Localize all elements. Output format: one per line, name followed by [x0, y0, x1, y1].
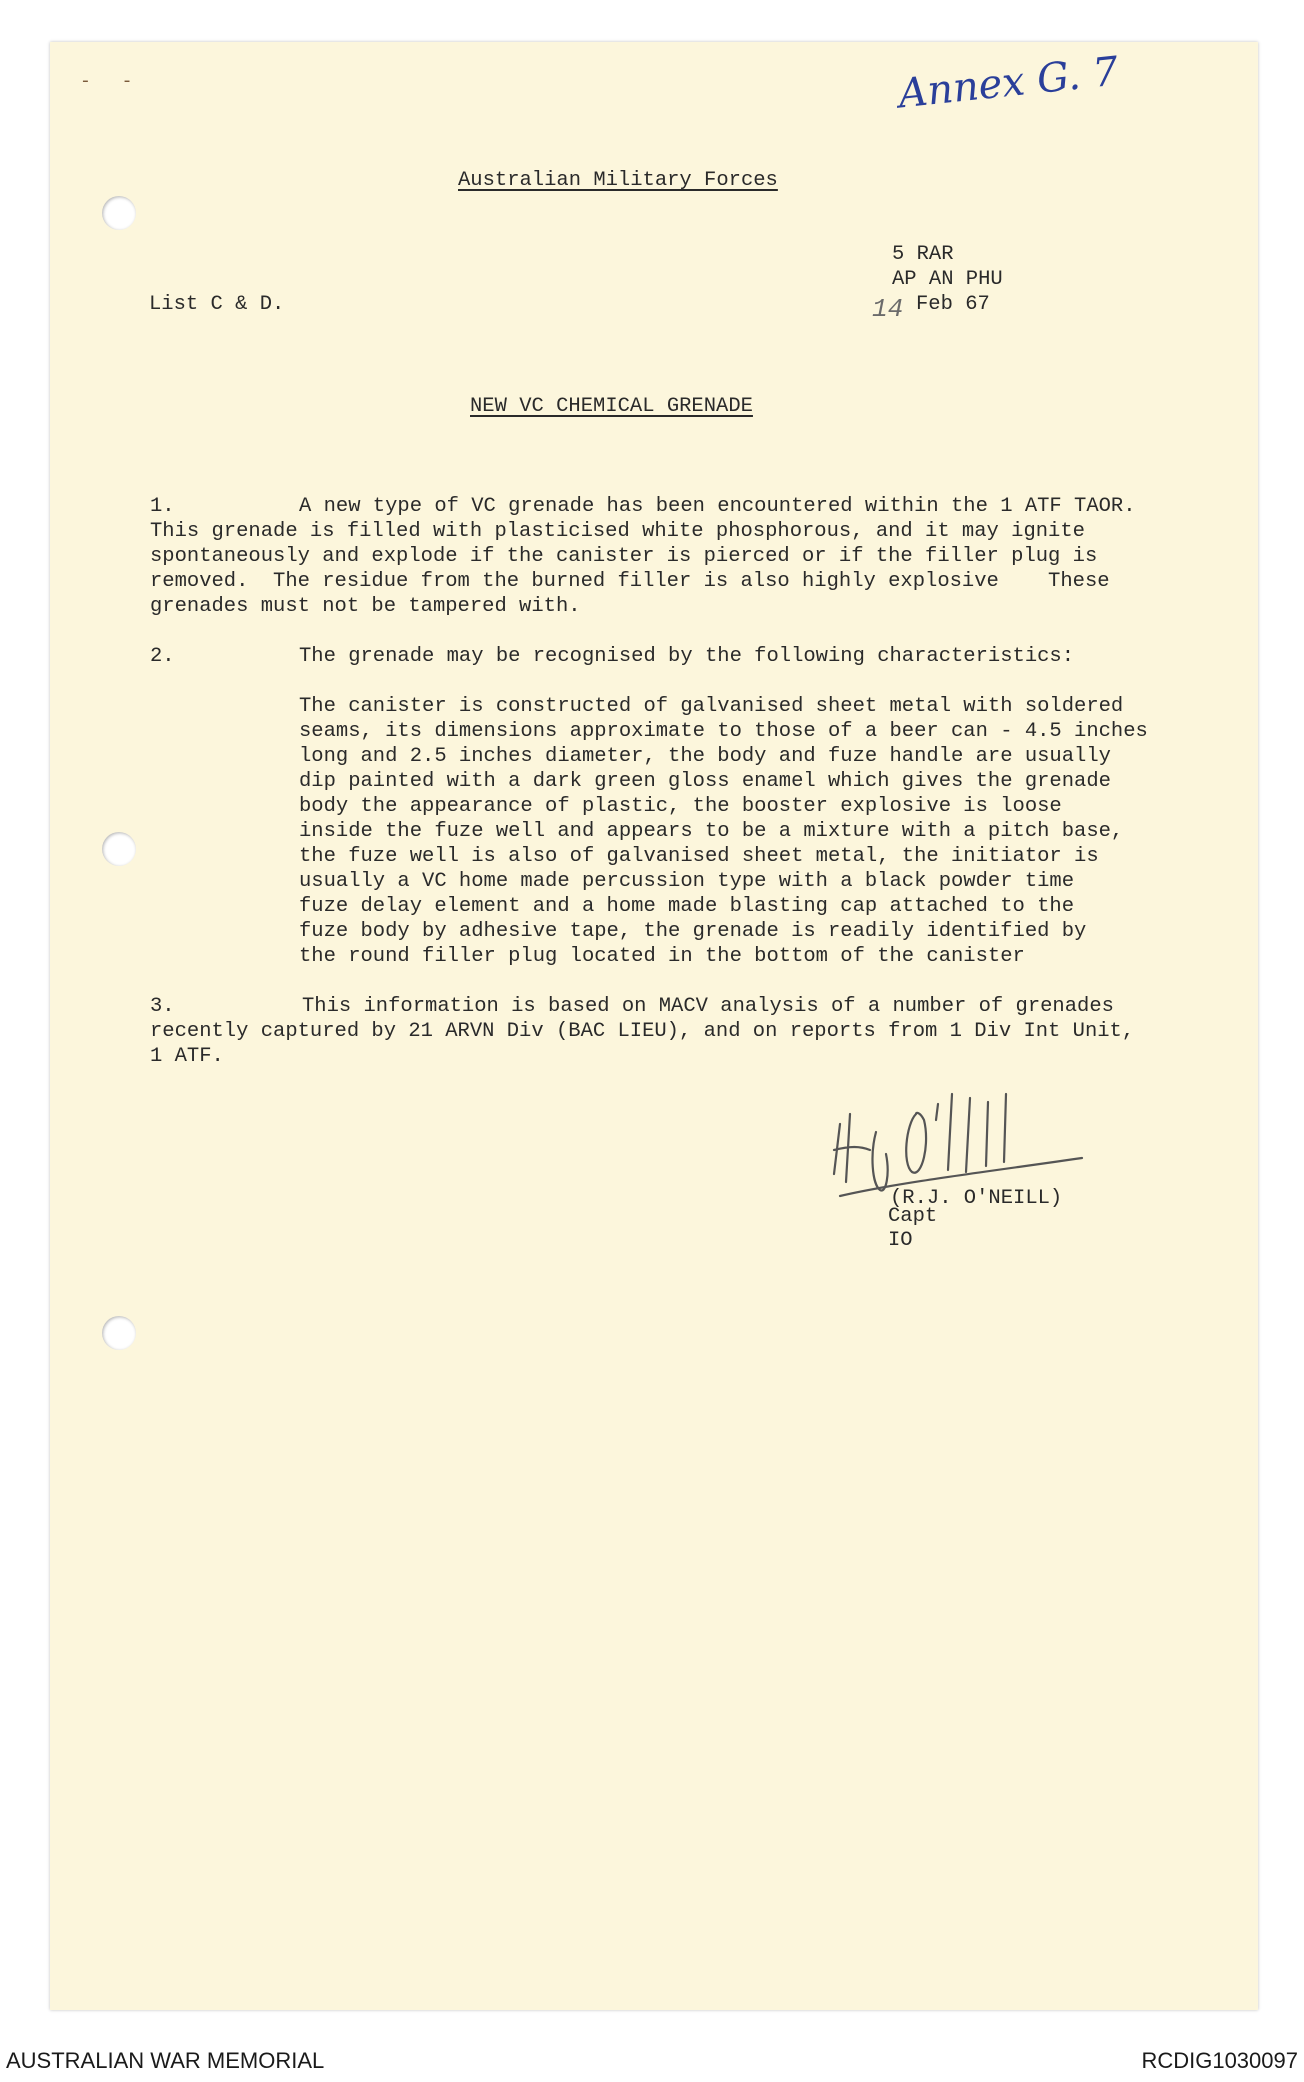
punch-hole-middle	[102, 832, 136, 866]
para2-line: usually a VC home made percussion type with a black powder time	[299, 870, 1075, 893]
sender-location: AP AN PHU	[892, 268, 1003, 291]
para3-line: recently captured by 21 ARVN Div (BAC LIEU), and on reports from 1 Div Int Unit,	[150, 1020, 1135, 1043]
para2-line: seams, its dimensions approximate to those of a beer can - 4.5 inches	[299, 720, 1148, 743]
punch-hole-bottom	[102, 1316, 136, 1350]
handwritten-annex-note: Annex G. 7	[896, 48, 1121, 118]
date-day-handwritten: 14	[872, 294, 904, 324]
punch-hole-top	[102, 196, 136, 230]
para2-line: The canister is constructed of galvanised sheet metal with soldered	[299, 695, 1124, 718]
para2-number: 2.	[150, 645, 175, 668]
para1-line: A new type of VC grenade has been encountered within the 1 ATF TAOR.	[299, 495, 1136, 518]
handwritten-signature	[820, 1054, 1100, 1204]
para3-line: This information is based on MACV analysis of a number of grenades	[302, 995, 1114, 1018]
para2-line: the fuze well is also of galvanised sheet metal, the initiator is	[299, 845, 1099, 868]
paper-marks: - -	[80, 72, 143, 92]
para2-line: body the appearance of plastic, the booster explosive is loose	[299, 795, 1062, 818]
para2-line: long and 2.5 inches diameter, the body and fuze handle are usually	[299, 745, 1111, 768]
signatory-appointment: IO	[888, 1229, 913, 1252]
para2-intro: The grenade may be recognised by the following characteristics:	[299, 645, 1075, 668]
footer-record-id: RCDIG1030097	[1141, 2048, 1298, 2073]
sender-date: Feb 67	[916, 293, 990, 316]
para3-number: 3.	[150, 995, 175, 1018]
para1-number: 1.	[150, 495, 175, 518]
para2-line: fuze body by adhesive tape, the grenade is readily identified by	[299, 920, 1087, 943]
signatory-name: (R.J. O'NEILL)	[890, 1187, 1063, 1210]
document-page	[50, 42, 1258, 2010]
footer-institution: AUSTRALIAN WAR MEMORIAL	[6, 2048, 325, 2073]
para2-line: the round filler plug located in the bottom of the canister	[299, 945, 1025, 968]
para1-line: grenades must not be tampered with.	[150, 595, 581, 618]
signatory-rank: Capt	[888, 1205, 938, 1228]
para3-line: 1 ATF.	[150, 1045, 224, 1068]
sender-unit: 5 RAR	[892, 243, 954, 266]
para1-line: spontaneously and explode if the canister is pierced or if the filler plug is	[150, 545, 1098, 568]
para1-line: removed. The residue from the burned filler is also highly explosive These	[150, 570, 1110, 593]
letterhead: Australian Military Forces	[458, 169, 778, 192]
para1-line: This grenade is filled with plasticised white phosphorous, and it may ignite	[150, 520, 1085, 543]
distribution-list: List C & D.	[149, 293, 285, 316]
para2-line: dip painted with a dark green gloss enamel which gives the grenade	[299, 770, 1111, 793]
para2-line: fuze delay element and a home made blasting cap attached to the	[299, 895, 1075, 918]
para2-line: inside the fuze well and appears to be a mixture with a pitch base,	[299, 820, 1124, 843]
subject-title: NEW VC CHEMICAL GRENADE	[470, 395, 753, 418]
